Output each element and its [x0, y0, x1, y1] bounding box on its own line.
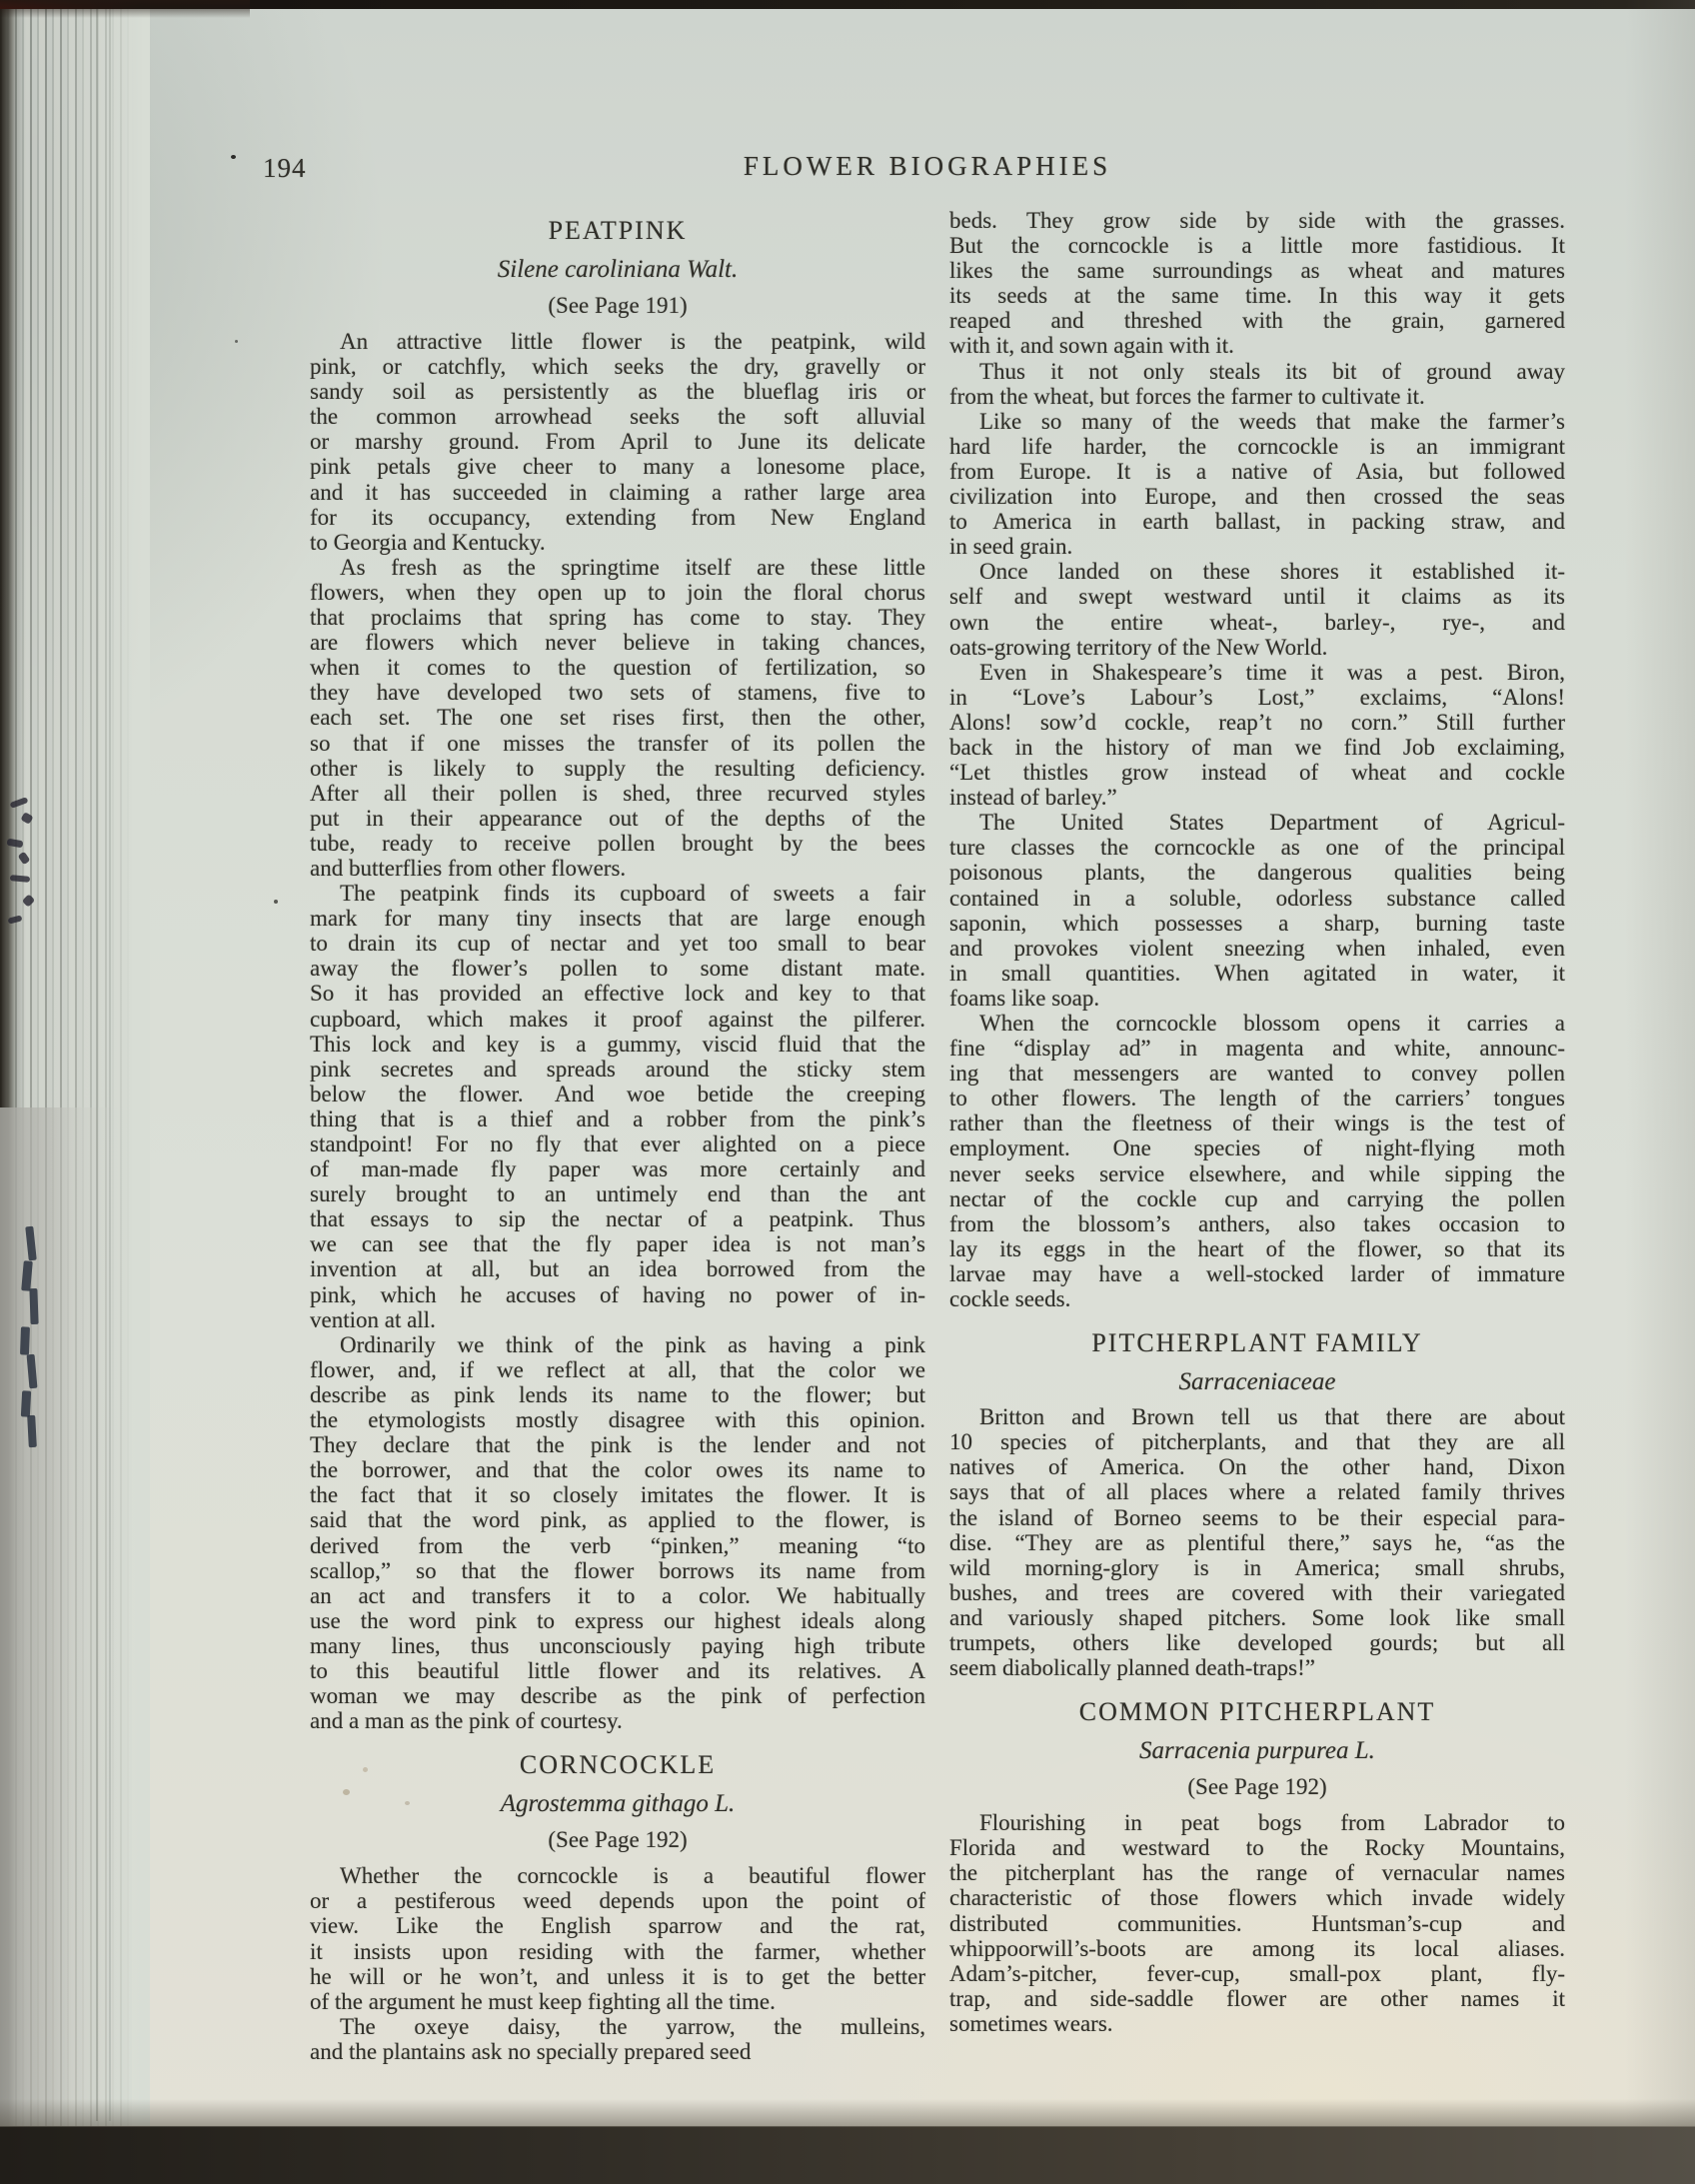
text-line: wild morning-glory is in America; small shrubs,: [949, 1554, 1565, 1580]
section-heading: CORNCOCKLE: [519, 1750, 717, 1780]
text-line: other is likely to supply the resulting deficiency.: [310, 755, 925, 781]
text-line: civilization into Europe, and then crossed the seas: [949, 484, 1565, 510]
text-line: in seed grain.: [949, 534, 1073, 560]
text-line: Ordinarily we think of the pink as having a pink: [340, 1331, 925, 1357]
text-line: Flourishing in peat bogs from Labrador to: [979, 1810, 1565, 1836]
text-line: Once landed on these shores it established it-: [979, 559, 1565, 585]
text-line: But the corncockle is a little more fastidious. It: [949, 233, 1565, 259]
text-line: characteristic of those flowers which invade widely: [949, 1885, 1565, 1911]
text-line: the fact that it so closely imitates the flower. It is: [310, 1482, 925, 1508]
text-line: vention at all.: [310, 1306, 436, 1332]
text-line: sometimes wears.: [949, 2010, 1113, 2036]
species-name: Sarracenia purpurea L.: [1139, 1737, 1375, 1765]
text-line: and the plantains ask no specially prepared seed: [310, 2038, 752, 2064]
species-name: Sarraceniaceae: [1178, 1368, 1336, 1396]
paragraph: [949, 810, 1565, 1011]
text-line: Florida and westward to the Rocky Mountains,: [949, 1835, 1565, 1861]
text-line: they have developed two sets of stamens, five to: [310, 680, 925, 706]
text-line: flowers, when they open up to join the floral chorus: [310, 579, 925, 605]
text-line: never seeks service elsewhere, and while sipping the: [949, 1160, 1565, 1186]
text-line: and provokes violent sneezing when inhaled, even: [949, 935, 1565, 961]
ink-speck: [231, 155, 236, 159]
text-line: pink, which he accuses of having no power of in-: [310, 1281, 925, 1307]
text-line: from the wheat, but forces the farmer to cultivate it.: [949, 383, 1425, 409]
paragraph: [310, 881, 925, 1332]
text-line: invention at all, but an idea borrowed from the: [310, 1256, 925, 1282]
text-line: Adam’s-pitcher, fever-cup, small-pox plant, fly-: [949, 1960, 1565, 1986]
species-name: Silene caroliniana Walt.: [497, 256, 739, 283]
ink-speck: [274, 900, 278, 904]
text-line: and it has succeeded in claiming a rather large area: [310, 479, 925, 505]
text-line: sandy soil as persistently as the blueflag iris or: [310, 379, 925, 405]
text-line: an act and transfers it to a color. We habitually: [310, 1582, 925, 1608]
text-line: cockle seeds.: [949, 1286, 1071, 1312]
stamp-glyph: [21, 1390, 31, 1416]
photo-top-left-corner: [0, 0, 250, 18]
text-line: whippoorwill’s-boots are among its local aliases.: [949, 1935, 1565, 1961]
text-line: natives of America. On the other hand, Dixon: [949, 1454, 1565, 1480]
text-line: poisonous plants, the dangerous qualities being: [949, 860, 1565, 886]
text-line: to Georgia and Kentucky.: [310, 529, 546, 555]
text-line: distributed communities. Huntsman’s-cup and: [949, 1910, 1565, 1936]
text-line: pink, or catchfly, which seeks the dry, gravelly or: [310, 354, 925, 380]
text-line: he will or he won’t, and unless it is to get the better: [310, 1963, 925, 1989]
text-line: so that if one misses the transfer of its pollen the: [310, 730, 925, 756]
text-line: view. Like the English sparrow and the rat,: [310, 1913, 925, 1939]
text-line: fine “display ad” in magenta and white, announc-: [949, 1036, 1565, 1062]
text-line: and variously shaped pitchers. Some look like small: [949, 1604, 1565, 1630]
text-line: back in the history of man we find Job exclaiming,: [949, 734, 1565, 760]
text-line: describe as pink lends its name to the flower; but: [310, 1381, 925, 1407]
text-line: says that of all places where a related family thrives: [949, 1479, 1565, 1505]
text-line: the island of Borneo seems to be their especial para-: [949, 1504, 1565, 1530]
text-line: larvae may have a well-stocked larder of immature: [949, 1260, 1565, 1286]
section-heading: PITCHERPLANT FAMILY: [1091, 1328, 1423, 1358]
text-line: ing that messengers are wanted to convey pollen: [949, 1061, 1565, 1087]
ink-speck: [235, 340, 238, 343]
gutter-fade: [0, 0, 150, 2127]
text-line: pink secretes and spreads around the sticky stem: [310, 1056, 925, 1082]
text-line: self and swept westward until it claims as its: [949, 584, 1565, 610]
text-line: contained in a soluble, odorless substance called: [949, 885, 1565, 911]
text-line: away the flower’s pollen to some distant mate.: [310, 956, 925, 982]
text-line: Whether the corncockle is a beautiful flower: [340, 1863, 925, 1889]
text-line: After all their pollen is shed, three recurved styles: [310, 780, 925, 806]
text-line: instead of barley.”: [949, 785, 1117, 811]
text-line: scallop,” so that the flower borrows its name from: [310, 1557, 925, 1583]
paragraph: [310, 1332, 925, 1734]
text-line: from the blossom’s anthers, also takes occasion to: [949, 1210, 1565, 1236]
text-line: When the corncockle blossom opens it carries a: [979, 1011, 1565, 1036]
text-line: pink petals give cheer to many a lonesome place,: [310, 454, 925, 480]
text-line: or a pestiferous weed depends upon the point of: [310, 1888, 925, 1914]
text-line: trumpets, others like developed gourds; but all: [949, 1629, 1565, 1655]
page-reference: (See Page 191): [548, 293, 688, 318]
text-line: of man-made fly paper was more certainly and: [310, 1156, 925, 1182]
page-number: 194: [263, 153, 307, 183]
text-line: are flowers which never believe in taking chances,: [310, 630, 925, 656]
text-line: standpoint! For no fly that ever alighted on a piece: [310, 1131, 925, 1156]
text-line: and a man as the pink of courtesy.: [310, 1708, 623, 1734]
text-line: Britton and Brown tell us that there are about: [979, 1404, 1565, 1430]
text-line: An attractive little flower is the peatpink, wild: [340, 329, 925, 354]
text-line: the pitcherplant has the range of vernacular names: [949, 1860, 1565, 1886]
page-crease: [96, 0, 98, 2121]
text-line: own the entire wheat-, barley-, rye-, and: [949, 609, 1565, 635]
text-line: As fresh as the springtime itself are these little: [340, 554, 925, 580]
paragraph: [949, 660, 1565, 811]
text-line: employment. One species of night-flying moth: [949, 1135, 1565, 1161]
paragraph: [310, 1863, 925, 2014]
text-line: “Let thistles grow instead of wheat and cockle: [949, 760, 1565, 786]
text-line: They declare that the pink is the lender and not: [310, 1432, 925, 1458]
text-line: trap, and side-saddle flower are other names it: [949, 1985, 1565, 2011]
photo-top-edge: [0, 0, 1695, 9]
text-line: nectar of the cockle cup and carrying the pollen: [949, 1185, 1565, 1211]
photo-bottom-edge: [0, 2126, 1695, 2184]
text-line: bushes, and trees are covered with their variegated: [949, 1579, 1565, 1605]
text-line: So it has provided an effective lock and key to that: [310, 981, 925, 1007]
text-line: woman we may describe as the pink of perfection: [310, 1683, 925, 1709]
text-line: thing that is a thief and a robber from the pink’s: [310, 1105, 925, 1131]
section-heading: COMMON PITCHERPLANT: [1078, 1697, 1436, 1727]
text-line: we can see that the fly paper idea is not man’s: [310, 1231, 925, 1257]
text-line: it insists upon residing with the farmer, whether: [310, 1938, 925, 1964]
text-line: that essays to sip the nectar of a peatpink. Thus: [310, 1206, 925, 1232]
text-line: rather than the fleetness of their wings is the test of: [949, 1110, 1565, 1136]
paragraph: [310, 555, 925, 881]
page-bottom-shadow: [0, 2099, 1695, 2127]
paragraph: [949, 1011, 1565, 1311]
text-line: Like so many of the weeds that make the farmer’s: [979, 408, 1565, 434]
stamp-glyph: [29, 1288, 38, 1324]
text-line: to this beautiful little flower and its relatives. A: [310, 1657, 925, 1683]
text-line: in small quantities. When agitated in water, it: [949, 960, 1565, 986]
text-line: dise. “They are as plentiful there,” says he, “as the: [949, 1529, 1565, 1555]
text-line: the borrower, and that the color owes its name to: [310, 1457, 925, 1483]
text-line: to other flowers. The length of the carriers’ tongues: [949, 1086, 1565, 1111]
text-line: seem diabolically planned death-traps!”: [949, 1655, 1315, 1681]
text-line: hard life harder, the corncockle is an immigrant: [949, 433, 1565, 459]
text-line: The peatpink finds its cupboard of sweets a fair: [340, 881, 925, 907]
paragraph: [949, 208, 1565, 359]
text-line: mark for many tiny insects that are large enough: [310, 906, 925, 932]
paragraph: [949, 1404, 1565, 1680]
text-line: surely brought to an untimely end than the ant: [310, 1181, 925, 1207]
text-line: foams like soap.: [949, 985, 1100, 1011]
text-line: below the flower. And woe betide the creeping: [310, 1081, 925, 1106]
text-line: saponin, which possesses a sharp, burning taste: [949, 910, 1565, 936]
text-line: beds. They grow side by side with the grasses.: [949, 208, 1565, 233]
text-line: The oxeye daisy, the yarrow, the mulleins,: [340, 2013, 925, 2039]
text-line: the etymologists mostly disagree with this opinion.: [310, 1407, 925, 1433]
paragraph: [310, 2014, 925, 2064]
page-reference: (See Page 192): [548, 1827, 688, 1853]
text-line: Alons! sow’d cockle, reap’t no corn.” Still further: [949, 709, 1565, 735]
paragraph: [310, 329, 925, 555]
paragraph: [949, 359, 1565, 409]
text-line: 10 species of pitcherplants, and that they are all: [949, 1429, 1565, 1455]
text-line: to drain its cup of nectar and yet too small to bear: [310, 931, 925, 957]
text-line: for its occupancy, extending from New England: [310, 504, 925, 530]
text-line: and butterflies from other flowers.: [310, 855, 627, 881]
text-line: from Europe. It is a native of Asia, but followed: [949, 458, 1565, 484]
text-line: derived from the verb “pinken,” meaning “to: [310, 1532, 925, 1558]
text-line: The United States Department of Agricul-: [979, 810, 1565, 836]
text-line: ture classes the corncockle as one of the principal: [949, 835, 1565, 861]
text-line: in “Love’s Labour’s Lost,” exclaims, “Alons!: [949, 684, 1565, 710]
stamp-glyph: [20, 1326, 30, 1354]
text-line: its seeds at the same time. In this way it gets: [949, 283, 1565, 309]
paragraph: [949, 1810, 1565, 2036]
section-heading: PEATPINK: [548, 216, 688, 245]
text-line: that proclaims that spring has come to stay. They: [310, 605, 925, 631]
left-text-column: [310, 208, 925, 2064]
text-line: or marshy ground. From April to June its delicate: [310, 429, 925, 455]
text-line: This lock and key is a gummy, viscid fluid that the: [310, 1031, 925, 1057]
text-line: put in their appearance out of the depths of the: [310, 805, 925, 831]
text-line: Thus it not only steals its bit of ground away: [979, 358, 1565, 384]
running-title: FLOWER BIOGRAPHIES: [743, 151, 1112, 181]
text-line: each set. The one set rises first, then the other,: [310, 705, 925, 731]
stamp-glyph: [27, 1415, 37, 1447]
text-line: reaped and threshed with the grain, garnered: [949, 308, 1565, 334]
text-line: when it comes to the question of fertilization, so: [310, 655, 925, 681]
page-reference: (See Page 192): [1187, 1774, 1327, 1800]
text-line: to America in earth ballast, in packing straw, and: [949, 509, 1565, 535]
text-line: of the argument he must keep fighting all the time.: [310, 1988, 776, 2014]
text-line: flower, and, if we reflect at all, that the color we: [310, 1356, 925, 1382]
text-line: the common arrowhead seeks the soft alluvial: [310, 404, 925, 430]
page-crease: [109, 0, 111, 2121]
text-line: cupboard, which makes it proof against the pilferer.: [310, 1006, 925, 1032]
paragraph: [949, 559, 1565, 659]
paragraph: [949, 409, 1565, 560]
text-line: tube, ready to receive pollen brought by the bees: [310, 830, 925, 856]
right-edge-vignette: [1625, 0, 1695, 2184]
species-name: Agrostemma githago L.: [500, 1790, 736, 1818]
text-line: lay its eggs in the heart of the flower, so that its: [949, 1235, 1565, 1261]
text-line: with it, and sown again with it.: [949, 333, 1234, 359]
text-line: likes the same surroundings as wheat and matures: [949, 258, 1565, 284]
text-line: use the word pink to express our highest ideals along: [310, 1607, 925, 1633]
text-line: many lines, thus unconsciously paying high tribute: [310, 1632, 925, 1658]
right-text-column: [949, 208, 1565, 2036]
text-line: said that the word pink, as applied to the flower, is: [310, 1507, 925, 1533]
text-line: Even in Shakespeare’s time it was a pest. Biron,: [979, 659, 1565, 685]
text-line: oats-growing territory of the New World.: [949, 634, 1328, 660]
